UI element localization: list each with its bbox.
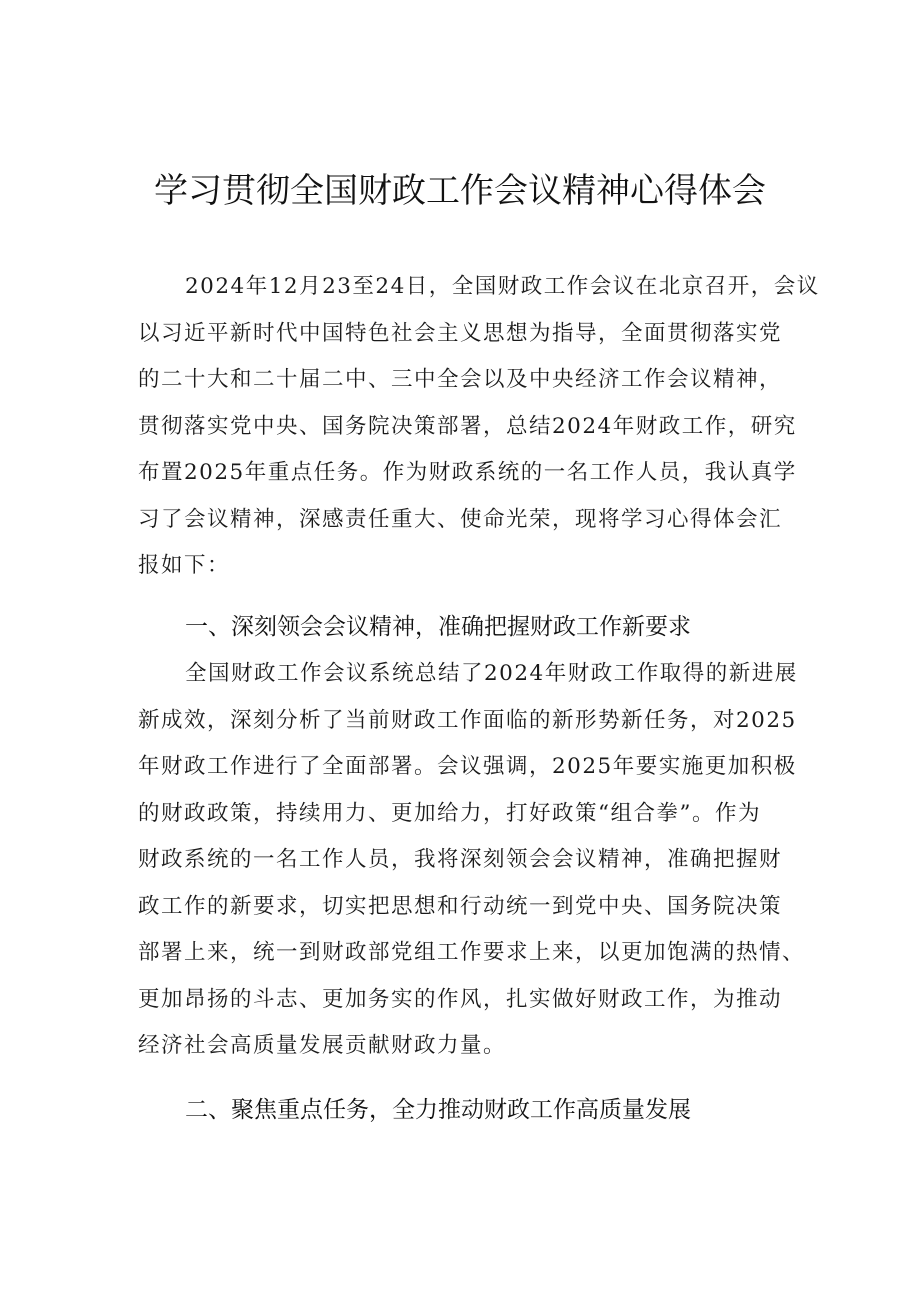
paragraph-line: 的二十大和二十届二中、三中全会以及中央经济工作会议精神， — [138, 367, 783, 392]
paragraph-line: 习了会议精神，深感责任重大、使命光荣，现将学习心得体会汇 — [138, 506, 783, 532]
paragraph-line: 报如下： — [138, 553, 231, 578]
document-title: 学习贯彻全国财政工作会议精神心得体会 — [154, 171, 766, 211]
paragraph-line: 更加昂扬的斗志、更加务实的作风，扎实做好财政工作，为推动 — [138, 986, 783, 1012]
paragraph-line: 财政系统的一名工作人员，我将深刻领会会议精神，准确把握财 — [138, 847, 783, 872]
paragraph-line: 部署上来，统一到财政部党组工作要求上来，以更加饱满的热情、 — [138, 940, 806, 965]
paragraph-line: 布置2025年重点任务。作为财政系统的一名工作人员，我认真学 — [138, 460, 797, 485]
section-1-paragraph — [138, 651, 806, 1070]
paragraph-line: 2024年12月23至24日，全国财政工作会议在北京召开，会议 — [185, 274, 820, 299]
intro-paragraph — [138, 264, 820, 590]
paragraph-line: 年财政工作进行了全面部署。会议强调，2025年要实施更加积极 — [138, 754, 797, 779]
section-heading-1: 一、深刻领会会议精神，准确把握财政工作新要求 — [185, 614, 691, 640]
paragraph-line: 全国财政工作会议系统总结了2024年财政工作取得的新进展 — [185, 661, 798, 686]
section-heading-2: 二、聚焦重点任务，全力推动财政工作高质量发展 — [185, 1097, 691, 1123]
paragraph-line: 的财政政策，持续用力、更加给力，打好政策“组合拳”。作为 — [138, 800, 761, 826]
paragraph-line: 贯彻落实党中央、国务院决策部署，总结2024年财政工作，研究 — [138, 413, 797, 439]
paragraph-line: 以习近平新时代中国特色社会主义思想为指导，全面贯彻落实党 — [138, 320, 783, 346]
paragraph-line: 新成效，深刻分析了当前财政工作面临的新形势新任务，对2025 — [138, 707, 797, 733]
paragraph-line: 经济社会高质量发展贡献财政力量。 — [138, 1033, 507, 1058]
paragraph-line: 政工作的新要求，切实把思想和行动统一到党中央、国务院决策 — [138, 893, 783, 919]
